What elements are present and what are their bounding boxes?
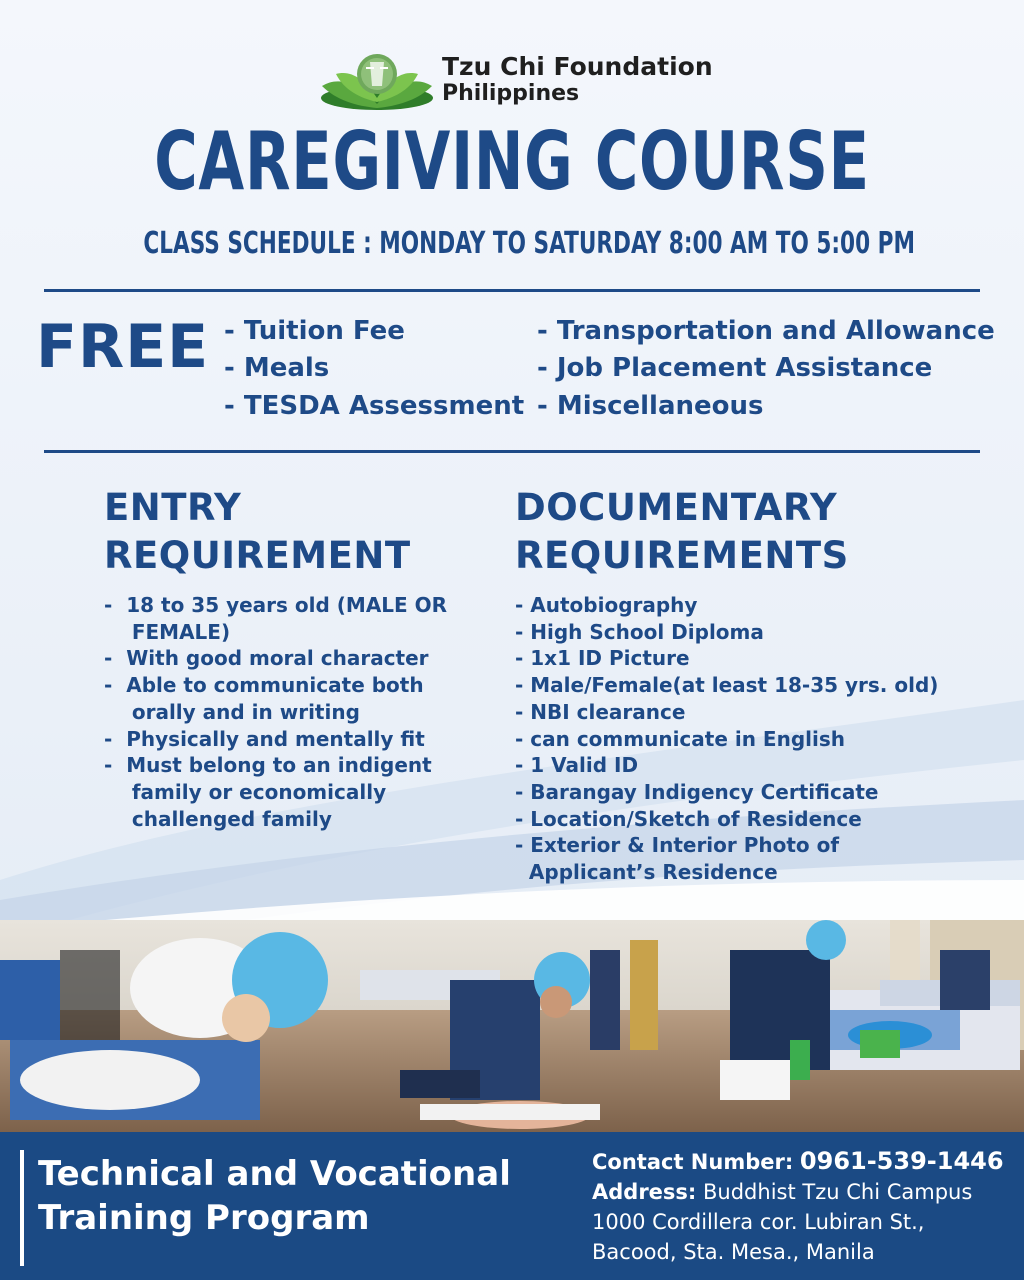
- training-photo: [0, 920, 1024, 1132]
- program-title: [38, 1152, 511, 1240]
- divider-middle: [44, 450, 980, 453]
- class-schedule: CLASS SCHEDULE : MONDAY TO SATURDAY 8:00 AM TO 5:00 PM: [143, 226, 915, 261]
- footer: [0, 1132, 1024, 1280]
- org-country: Philippines: [442, 81, 580, 106]
- entry-heading: [104, 484, 411, 580]
- free-label: FREE: [36, 312, 210, 382]
- list-item: - Able to communicate both: [104, 673, 424, 698]
- free-item: - Tuition Fee: [224, 316, 405, 346]
- program-title-line: Technical and Vocational: [38, 1154, 511, 1194]
- list-item: - NBI clearance: [515, 699, 686, 724]
- documentary-list: [515, 592, 938, 886]
- entry-list: [104, 592, 447, 832]
- list-item: Applicant’s Residence: [515, 860, 778, 885]
- page-title: CAREGIVING COURSE: [154, 115, 870, 208]
- contact-line: [592, 1146, 1004, 1177]
- free-item: - TESDA Assessment: [224, 391, 525, 421]
- list-item: - Exterior & Interior Photo of: [515, 833, 840, 858]
- list-item: - Autobiography: [515, 593, 698, 617]
- list-item: - Barangay Indigency Certificate: [515, 779, 879, 804]
- documentary-heading-line: DOCUMENTARY: [515, 486, 838, 529]
- training-scene-image: [0, 920, 1024, 1132]
- list-item: family or economically: [104, 779, 387, 804]
- footer-accent-bar: [20, 1150, 24, 1266]
- address-label: Address:: [592, 1180, 697, 1204]
- list-item: - 1x1 ID Picture: [515, 646, 690, 671]
- documentary-heading-line: REQUIREMENTS: [515, 534, 849, 577]
- lotus-logo-icon: [318, 46, 436, 112]
- list-item: - 18 to 35 years old (MALE OR: [104, 593, 448, 617]
- address-line: [592, 1177, 1004, 1207]
- free-item: - Meals: [224, 353, 330, 383]
- list-item: - Location/Sketch of Residence: [515, 806, 862, 831]
- free-item: - Job Placement Assistance: [537, 353, 933, 383]
- list-item: - High School Diploma: [515, 619, 764, 644]
- entry-heading-line: REQUIREMENT: [104, 534, 411, 577]
- list-item: - Must belong to an indigent: [104, 753, 432, 778]
- free-item: - Miscellaneous: [537, 391, 764, 421]
- list-item: - With good moral character: [104, 646, 429, 671]
- address-line: Bacood, Sta. Mesa., Manila: [592, 1240, 875, 1264]
- program-title-line: Training Program: [38, 1198, 370, 1238]
- free-item: - Transportation and Allowance: [537, 316, 995, 346]
- contact-number: 0961-539-1446: [799, 1147, 1004, 1175]
- divider-top: [44, 289, 980, 292]
- logo: [318, 46, 738, 116]
- list-item: - Male/Female(at least 18-35 yrs. old): [515, 673, 939, 698]
- list-item: orally and in writing: [104, 699, 360, 724]
- list-item: - can communicate in English: [515, 726, 845, 751]
- list-item: challenged family: [104, 806, 332, 831]
- entry-heading-line: ENTRY: [104, 486, 242, 529]
- org-name: Tzu Chi Foundation: [442, 52, 713, 81]
- list-item: - 1 Valid ID: [515, 753, 639, 778]
- list-item: - Physically and mentally fit: [104, 726, 425, 751]
- contact-info: [592, 1146, 1004, 1267]
- list-item: FEMALE): [104, 619, 231, 644]
- documentary-heading: [515, 484, 849, 580]
- address-line: 1000 Cordillera cor. Lubiran St.,: [592, 1210, 925, 1234]
- address-text: Buddhist Tzu Chi Campus: [703, 1180, 973, 1204]
- contact-label: Contact Number:: [592, 1150, 794, 1174]
